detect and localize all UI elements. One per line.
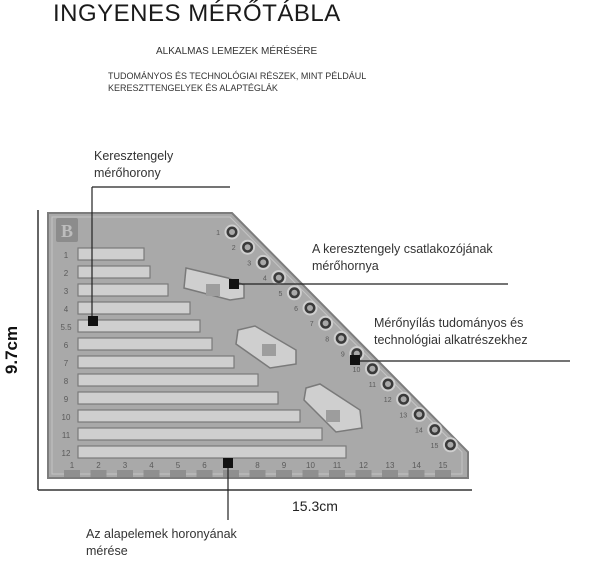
measurement-slot (78, 248, 144, 260)
bottom-scale-notch (356, 470, 372, 477)
measure-hole-center (323, 320, 329, 326)
bottom-scale-label: 15 (438, 461, 448, 470)
measure-hole-label: 1 (216, 230, 220, 237)
measure-hole-label: 14 (415, 427, 423, 435)
measure-hole-center (260, 259, 266, 265)
slot-size-label: 4 (63, 305, 69, 314)
slot-size-label: 5.5 (60, 323, 72, 332)
measure-hole-marker (350, 355, 360, 365)
page-title: INGYENES MÉRŐTÁBLA (53, 0, 341, 27)
measurement-slot (78, 356, 234, 368)
slot-size-label: 7 (63, 359, 69, 368)
bottom-scale-label: 3 (122, 461, 128, 470)
slot-size-label: 8 (63, 377, 69, 386)
measure-hole-label: 4 (262, 275, 267, 283)
bottom-scale-label: 14 (412, 461, 421, 470)
measure-hole-center (291, 290, 297, 296)
bottom-scale-label: 1 (69, 461, 75, 470)
bottom-scale-label: 12 (359, 461, 368, 470)
width-dimension-label: 15.3cm (292, 498, 338, 514)
measure-hole-center (369, 366, 375, 372)
measure-hole-center (229, 229, 235, 235)
bottom-scale-notch (223, 470, 239, 477)
measure-hole-center (307, 305, 313, 311)
page-subtitle: ALKALMAS LEMEZEK MÉRÉSÉRE (156, 46, 318, 57)
measurement-slot (78, 338, 212, 350)
measure-hole-label: 7 (309, 321, 314, 329)
measure-hole-center (245, 244, 251, 250)
measure-hole-label: 3 (247, 260, 252, 268)
slot-size-label: 12 (61, 449, 71, 458)
measure-hole-center (432, 427, 438, 433)
bottom-scale-notch (64, 470, 80, 477)
bottom-scale-notch (170, 470, 186, 477)
bottom-scale-notch (435, 470, 451, 477)
measurement-slot (78, 428, 322, 440)
bottom-scale-notch (144, 470, 160, 477)
measure-hole-label: 8 (325, 336, 330, 344)
bottom-scale-notch (276, 470, 292, 477)
callout-base-groove: Az alapelemek horonyának mérése (86, 527, 237, 558)
slot-size-label: 11 (61, 431, 71, 440)
measure-hole-center (385, 381, 391, 387)
slot-size-label: 1 (63, 251, 69, 260)
bottom-scale-notch (382, 470, 398, 477)
bottom-scale-label: 11 (332, 461, 342, 470)
bottom-scale-notch (197, 470, 213, 477)
measure-hole-label: 2 (231, 245, 236, 253)
measure-hole-center (416, 411, 422, 417)
measure-hole-label: 10 (352, 366, 361, 374)
slot-size-label: 3 (63, 287, 69, 296)
bottom-scale-label: 5 (175, 461, 181, 470)
measure-hole-label: 12 (383, 397, 392, 405)
measurement-slot (78, 302, 190, 314)
base-groove-marker (223, 458, 233, 468)
measure-hole-label: 15 (430, 442, 439, 450)
measure-hole-center (447, 442, 453, 448)
axle-connector-marker (229, 279, 239, 289)
measure-hole-center (338, 335, 344, 341)
slot-size-label: 10 (61, 413, 71, 422)
bottom-scale-label: 6 (202, 461, 207, 470)
measurement-slot (78, 446, 346, 458)
page-description: TUDOMÁNYOS ÉS TECHNOLÓGIAI RÉSZEK, MINT PÉLDÁUL KERESZTTENGELYEK ÉS ALAPTÉGLÁK (108, 71, 366, 93)
bottom-scale-notch (329, 470, 345, 477)
slot-size-label: 9 (63, 395, 69, 404)
measurement-slot (78, 410, 300, 422)
measure-hole-center (276, 275, 282, 281)
callout-measure-hole: Mérőnyílás tudományos és technológiai alkatrészekhez (374, 316, 528, 347)
bottom-scale-label: 8 (255, 461, 260, 470)
measure-hole-label: 5 (278, 290, 283, 298)
bottom-scale-label: 9 (281, 461, 287, 470)
axle-groove-marker (88, 316, 98, 326)
bottom-scale-label: 13 (385, 461, 395, 470)
bottom-scale-notch (91, 470, 107, 477)
bottom-scale-notch (250, 470, 266, 477)
measure-hole-center (401, 396, 407, 402)
bottom-scale-notch (303, 470, 319, 477)
bottom-scale-notch (117, 470, 133, 477)
slot-size-label: 2 (63, 269, 69, 278)
bottom-scale-notch (409, 470, 425, 477)
measure-hole-label: 13 (399, 412, 408, 420)
measurement-slot (78, 266, 150, 278)
measurement-slot (78, 374, 258, 386)
bottom-scale-label: 2 (96, 461, 101, 470)
bottom-scale (64, 461, 451, 477)
measurement-slot (78, 392, 278, 404)
measure-hole-label: 6 (294, 306, 298, 313)
measure-hole-label: 9 (340, 351, 345, 359)
callout-axle-connector: A keresztengely csatlakozójának mérőhornya (312, 242, 493, 273)
brand-logo-letter: B (60, 221, 74, 241)
bottom-scale-label: 10 (306, 461, 315, 470)
measure-hole-label: 11 (368, 382, 376, 389)
slot-size-label: 6 (63, 341, 69, 350)
callout-axle-groove: Keresztengely mérőhorony (94, 149, 174, 180)
bottom-scale-label: 4 (149, 461, 154, 470)
height-dimension-label: 9.7cm (2, 325, 22, 375)
